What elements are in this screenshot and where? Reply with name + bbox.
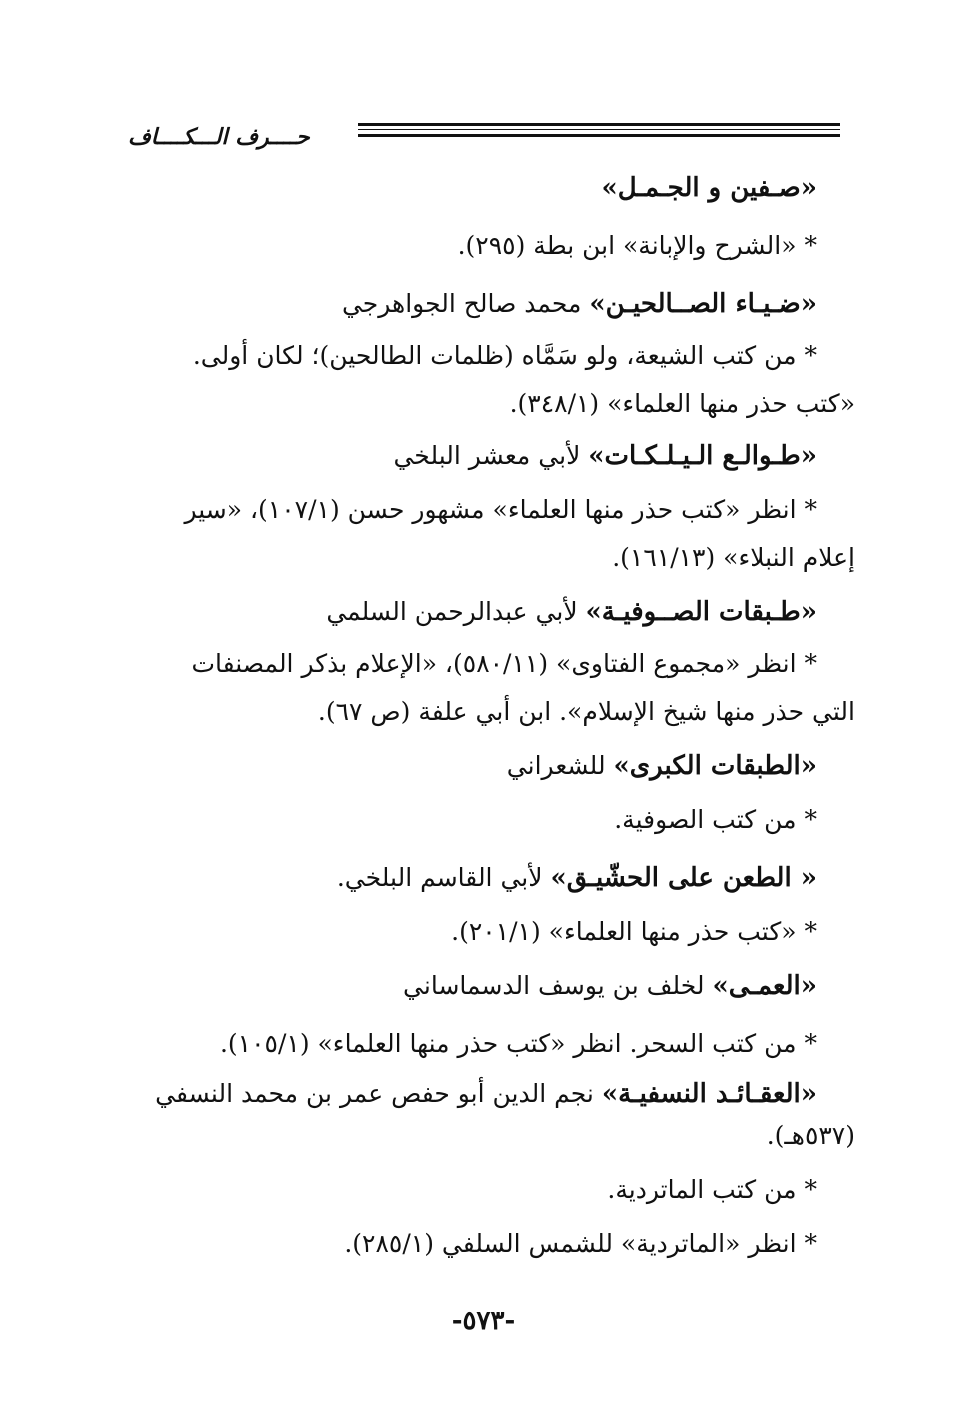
entry-note: * انظر «مجموع الفتاوى» (٥٨٠/١١)، «الإعلام بذكر المصنفات (191, 649, 817, 678)
entry-note-line (130, 800, 817, 840)
entry-note: إعلام النبلاء» (١٦١/١٣). (612, 543, 855, 572)
entry-note-line (130, 336, 817, 376)
entry-note: (٥٣٧هـ). (766, 1121, 855, 1150)
entry-note-line (130, 538, 855, 578)
entry-note-line (130, 1024, 817, 1064)
entry-note: * من كتب السحر. انظر «كتب حذر منها العلماء» (١٠٥/١). (219, 1029, 817, 1058)
entry-title-line (130, 436, 817, 476)
entry-title-line (130, 858, 817, 898)
entry-note: * انظر «الماتردية» للشمس السلفي (٢٨٥/١). (344, 1229, 817, 1258)
page-number: -٥٧٣- (451, 1306, 516, 1336)
entry-author: محمد صالح الجواهرجي (341, 289, 590, 318)
entry-title-line (130, 746, 817, 786)
entry-note-line (130, 1116, 855, 1156)
entry-title: «طـوالـع الـيـلـكـات» (588, 441, 817, 471)
entry-note-line (130, 912, 817, 952)
entry-note-line (130, 1224, 817, 1264)
entry-title-line (130, 1074, 817, 1114)
header-rule-middle (358, 129, 840, 130)
entry-title: «ضـيـاء الصــالحيـن» (589, 289, 817, 319)
entry-title: « الطعن على الحشّيـق» (550, 863, 817, 893)
entry-title: «الطبقات الكبرى» (613, 751, 817, 781)
entry-note: * من كتب الصوفية. (614, 805, 817, 834)
header-rule-bottom (358, 134, 840, 137)
entry-note: * من كتب الماتردية. (607, 1175, 817, 1204)
entry-author: نجم الدين أبو حفص عمر بن محمد النسفي (155, 1079, 602, 1108)
entry-title-line (130, 284, 817, 324)
header-rule-top (358, 123, 840, 126)
entry-author: للشعراني (506, 751, 614, 780)
entry-note: * انظر «كتب حذر منها العلماء» مشهور حسن (١٠٧/١)، «سير (184, 495, 817, 524)
entry-author: لأبي عبدالرحمن السلمي (326, 597, 586, 626)
entry-note-line (130, 384, 855, 424)
entry-note-line (130, 1170, 817, 1210)
entry-title-line (130, 168, 817, 208)
running-header-title: حــــرف الـــكــــاف (128, 124, 310, 150)
entry-note: * من كتب الشيعة، ولو سَمَّاه (ظلمات الطالحين)؛ لكان أولى. (192, 341, 817, 370)
entry-author: لأبي القاسم البلخي. (336, 863, 551, 892)
entry-title: «العقـائـد النسفيـة» (601, 1079, 817, 1109)
entry-title: «صـفين و الجـمـل» (601, 173, 817, 203)
entry-note: «كتب حذر منها العلماء» (٣٤٨/١). (509, 389, 855, 418)
entry-title-line (130, 966, 817, 1006)
entry-note: * «كتب حذر منها العلماء» (٢٠١/١). (451, 917, 817, 946)
entry-note: * «الشرح والإبانة» ابن بطة (٢٩٥). (457, 231, 817, 260)
entry-note: التي حذر منها شيخ الإسلام». ابن أبي علفة (ص ٦٧). (317, 697, 855, 726)
entry-note-line (130, 692, 855, 732)
entry-note-line (130, 644, 817, 684)
entry-note-line (130, 226, 817, 266)
entry-title-line (130, 592, 817, 632)
entry-title: «العمـى» (712, 971, 817, 1001)
entry-title: «طـبقات الصــوفيـة» (585, 597, 817, 627)
entry-author: لخلف بن يوسف الدسماساني (403, 971, 713, 1000)
entry-note-line (130, 490, 817, 530)
entry-author: لأبي معشر البلخي (393, 441, 589, 470)
